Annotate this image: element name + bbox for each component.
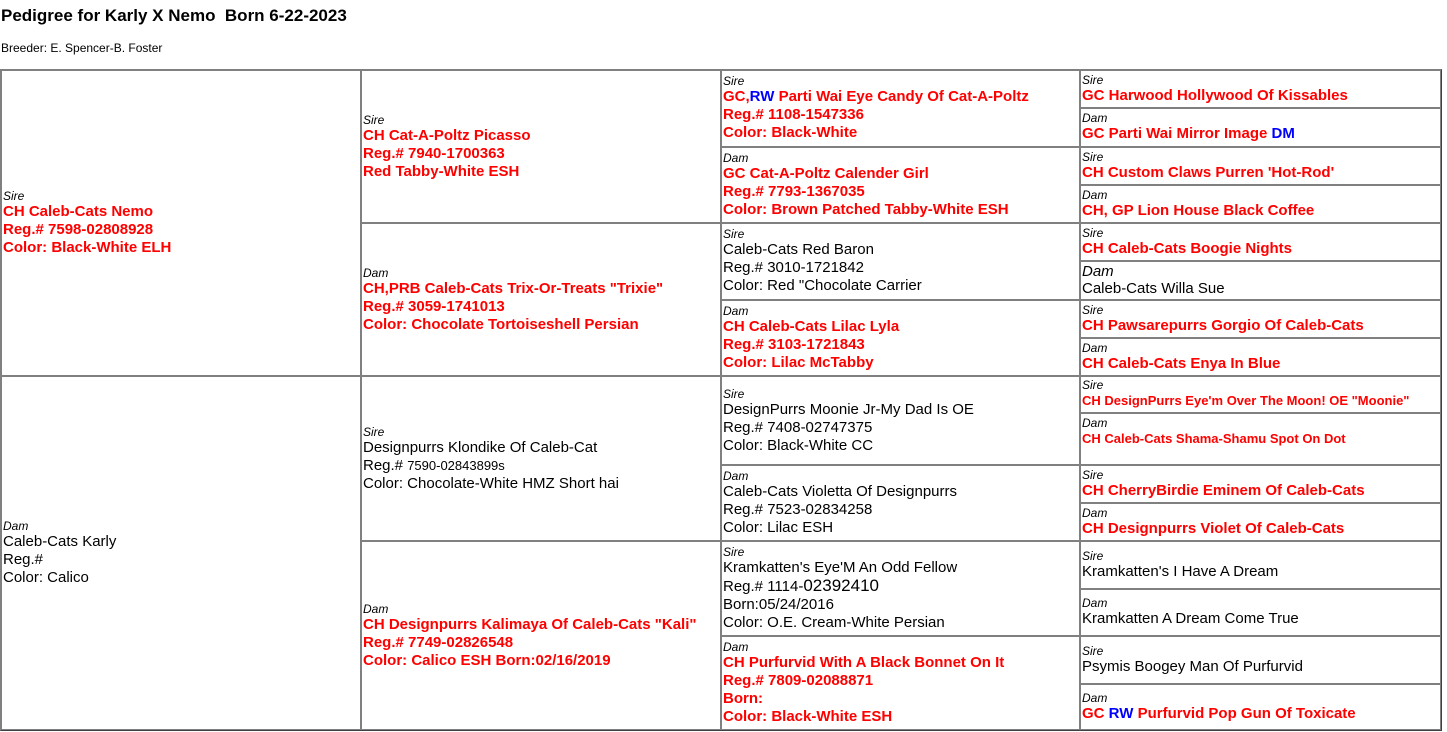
gen2-ds-cell xyxy=(361,376,721,541)
role-label: Sire xyxy=(723,386,745,401)
gen3-dsd-name: Caleb-Cats Violetta Of Designpurrs xyxy=(723,483,957,501)
gen3-sdd-reg: Reg.# 3103-1721843 xyxy=(723,335,865,353)
role-label: Sire xyxy=(1082,226,1104,241)
gen3-ssd-name: GC Cat-A-Poltz Calender Girl xyxy=(723,164,929,182)
gen4-ddss-cell xyxy=(1080,541,1441,588)
gen3-dss-name: DesignPurrs Moonie Jr-My Dad Is OE xyxy=(723,400,974,418)
gen4-dsdd-cell xyxy=(1080,503,1441,541)
role-label: Sire xyxy=(1082,302,1104,317)
gen1-dam-reg: Reg.# xyxy=(3,551,44,569)
gen4-ssss-name: GC Harwood Hollywood Of Kissables xyxy=(1082,87,1348,105)
gen4-ssds-name: CH Custom Claws Purren 'Hot-Rod' xyxy=(1082,163,1335,181)
gen3-dds-cell xyxy=(721,541,1080,636)
dm-title: DM xyxy=(1271,125,1295,143)
gen4-sddd-name: CH Caleb-Cats Enya In Blue xyxy=(1082,355,1281,373)
gen2-ss-color: Red Tabby-White ESH xyxy=(363,162,520,180)
role-label: Dam xyxy=(1082,111,1108,126)
gen4-sdss-name: CH Caleb-Cats Boogie Nights xyxy=(1082,240,1293,258)
gen4-ssdd-cell xyxy=(1080,185,1441,223)
gen4-sdsd-name: Caleb-Cats Willa Sue xyxy=(1082,280,1225,298)
gc-title: GC xyxy=(723,88,746,106)
gen4-dddd-name-text: Purfurvid Pop Gun Of Toxicate xyxy=(1133,704,1356,722)
role-label: Sire xyxy=(723,545,745,560)
gen3-ddd-name: CH Purfurvid With A Black Bonnet On It xyxy=(723,654,1005,672)
gen2-ds-reg xyxy=(363,457,719,475)
gen3-dss-reg: Reg.# 7408-02747375 xyxy=(723,418,873,436)
title-separator: , xyxy=(745,88,750,106)
gen3-ssd-cell xyxy=(721,147,1080,224)
reg-prefix: Reg.# 1114- xyxy=(723,578,804,596)
gen4-ssds-cell xyxy=(1080,147,1441,185)
gen4-ddss-name: Kramkatten's I Have A Dream xyxy=(1082,563,1279,581)
gen3-sss-color: Color: Black-White xyxy=(723,124,858,142)
gen3-ssd-reg: Reg.# 7793-1367035 xyxy=(723,182,865,200)
reg-number: 7590-02843899s xyxy=(407,457,505,473)
gen3-dsd-cell xyxy=(721,465,1080,542)
role-label: Dam xyxy=(1082,596,1108,611)
gen4-dsds-name: CH CherryBirdie Eminem Of Caleb-Cats xyxy=(1082,482,1365,500)
role-label: Dam xyxy=(363,265,389,280)
gen2-sd-color: Color: Chocolate Tortoiseshell Persian xyxy=(363,315,639,333)
gen3-sss-name xyxy=(723,88,1078,106)
role-label: Sire xyxy=(723,227,745,242)
gen4-dsdd-name: CH Designpurrs Violet Of Caleb-Cats xyxy=(1082,520,1345,538)
gen3-ddd-color: Color: Black-White ESH xyxy=(723,708,893,726)
gen4-ssdd-name: CH, GP Lion House Black Coffee xyxy=(1082,201,1315,219)
gen2-ss-reg: Reg.# 7940-1700363 xyxy=(363,144,505,162)
gen4-dssd-cell xyxy=(1080,413,1441,465)
gen3-sdd-cell xyxy=(721,300,1080,377)
gen1-sire-reg: Reg.# 7598-02808928 xyxy=(3,221,154,239)
role-label: Sire xyxy=(1082,643,1104,658)
role-label: Sire xyxy=(1082,73,1104,88)
page-title: Pedigree for Karly X Nemo Born 6-22-2023 xyxy=(1,6,347,25)
gen3-sds-name: Caleb-Cats Red Baron xyxy=(723,241,874,259)
gen3-dds-name: Kramkatten's Eye'M An Odd Fellow xyxy=(723,559,958,577)
gen4-sssd-cell xyxy=(1080,108,1441,146)
gen4-sssd-name-text: GC Parti Wai Mirror Image xyxy=(1082,125,1272,143)
gen3-dds-reg xyxy=(723,577,1078,596)
gen3-sds-color: Color: Red "Chocolate Carrier xyxy=(723,277,922,295)
gen4-ddds-cell xyxy=(1080,636,1441,683)
gen2-sd-cell xyxy=(361,223,721,376)
gen2-dd-name: CH Designpurrs Kalimaya Of Caleb-Cats "Kali" xyxy=(363,615,697,633)
gen4-sddd-cell xyxy=(1080,338,1441,376)
rw-title: RW xyxy=(749,88,775,106)
gen4-sdds-cell xyxy=(1080,300,1441,338)
gen4-ddds-name: Psymis Boogey Man Of Purfurvid xyxy=(1082,657,1303,675)
gen2-ds-name: Designpurrs Klondike Of Caleb-Cat xyxy=(363,438,598,456)
gen1-dam-color: Color: Calico xyxy=(3,569,89,587)
gen2-ds-color: Color: Chocolate-White HMZ Short hai xyxy=(363,474,619,492)
role-label: Dam xyxy=(3,519,29,534)
gen3-ddd-cell xyxy=(721,636,1080,730)
gen4-sdss-cell xyxy=(1080,223,1441,261)
gen3-sss-cell xyxy=(721,70,1080,147)
role-label: Dam xyxy=(1082,263,1114,281)
gen4-ddsd-name: Kramkatten A Dream Come True xyxy=(1082,610,1299,628)
role-label: Dam xyxy=(723,469,749,484)
role-label: Dam xyxy=(723,640,749,655)
role-label: Sire xyxy=(723,74,745,89)
gen3-dds-born: Born:05/24/2016 xyxy=(723,596,834,614)
gen4-sssd-name xyxy=(1082,125,1439,143)
role-label: Sire xyxy=(363,112,385,127)
gen2-sd-name: CH,PRB Caleb-Cats Trix-Or-Treats "Trixie" xyxy=(363,279,664,297)
role-label: Dam xyxy=(1082,690,1108,705)
gen2-ss-name: CH Cat-A-Poltz Picasso xyxy=(363,126,531,144)
gen3-sds-cell xyxy=(721,223,1080,300)
rw-title: RW xyxy=(1108,704,1134,722)
reg-number: 02392410 xyxy=(803,576,879,596)
pedigree-table xyxy=(0,69,1442,731)
gen2-dd-reg: Reg.# 7749-02826548 xyxy=(363,633,514,651)
gen3-ddd-reg: Reg.# 7809-02088871 xyxy=(723,672,874,690)
gen4-dssd-name: CH Caleb-Cats Shama-Shamu Spot On Dot xyxy=(1082,430,1346,446)
gen1-dam-cell xyxy=(1,376,361,730)
role-label: Dam xyxy=(723,303,749,318)
gen4-sdds-name: CH Pawsarepurrs Gorgio Of Caleb-Cats xyxy=(1082,316,1364,334)
role-label: Sire xyxy=(3,189,25,204)
gen3-sss-reg: Reg.# 1108-1547336 xyxy=(723,106,864,124)
gen2-dd-cell xyxy=(361,541,721,730)
role-label: Dam xyxy=(1082,341,1108,356)
gen4-sdsd-cell xyxy=(1080,261,1441,299)
gen3-dsd-color: Color: Lilac ESH xyxy=(723,519,834,537)
role-label: Sire xyxy=(1082,149,1104,164)
role-label: Dam xyxy=(1082,187,1108,202)
breeder-line: Breeder: E. Spencer-B. Foster xyxy=(1,41,163,55)
role-label: Dam xyxy=(363,601,389,616)
reg-prefix: Reg.# xyxy=(363,456,408,474)
gen4-dsss-name: CH DesignPurrs Eye'm Over The Moon! OE "Moonie" xyxy=(1082,393,1410,409)
gen4-dsds-cell xyxy=(1080,465,1441,503)
gen3-sss-name-text: Parti Wai Eye Candy Of Cat-A-Poltz xyxy=(774,88,1029,106)
gen3-sdd-color: Color: Lilac McTabby xyxy=(723,353,874,371)
role-label: Sire xyxy=(1082,468,1104,483)
gen4-ddsd-cell xyxy=(1080,589,1441,636)
gen3-dds-color: Color: O.E. Cream-White Persian xyxy=(723,614,945,632)
role-label: Dam xyxy=(1082,415,1108,430)
role-label: Sire xyxy=(1082,378,1104,393)
gc-title: GC xyxy=(1082,704,1109,722)
gen3-ssd-color: Color: Brown Patched Tabby-White ESH xyxy=(723,200,1009,218)
gen3-sds-reg: Reg.# 3010-1721842 xyxy=(723,259,864,277)
gen3-dss-color: Color: Black-White CC xyxy=(723,436,874,454)
gen3-dss-cell xyxy=(721,376,1080,465)
gen1-sire-cell xyxy=(1,70,361,376)
gen2-sd-reg: Reg.# 3059-1741013 xyxy=(363,297,505,315)
gen1-dam-name: Caleb-Cats Karly xyxy=(3,533,117,551)
gen4-ssss-cell xyxy=(1080,70,1441,108)
role-label: Sire xyxy=(363,424,385,439)
gen2-dd-color: Color: Calico ESH Born:02/16/2019 xyxy=(363,651,611,669)
gen2-ss-cell xyxy=(361,70,721,223)
gen4-dddd-name xyxy=(1082,705,1439,723)
gen4-dddd-cell xyxy=(1080,684,1441,731)
gen4-dsss-cell xyxy=(1080,376,1441,412)
role-label: Sire xyxy=(1082,549,1104,564)
role-label: Dam xyxy=(723,150,749,165)
role-label: Dam xyxy=(1082,506,1108,521)
gen3-sdd-name: CH Caleb-Cats Lilac Lyla xyxy=(723,317,900,335)
gen3-dsd-reg: Reg.# 7523-02834258 xyxy=(723,501,873,519)
gen3-ddd-born: Born: xyxy=(723,690,763,708)
gen1-sire-color: Color: Black-White ELH xyxy=(3,239,172,257)
gen1-sire-name: CH Caleb-Cats Nemo xyxy=(3,203,154,221)
